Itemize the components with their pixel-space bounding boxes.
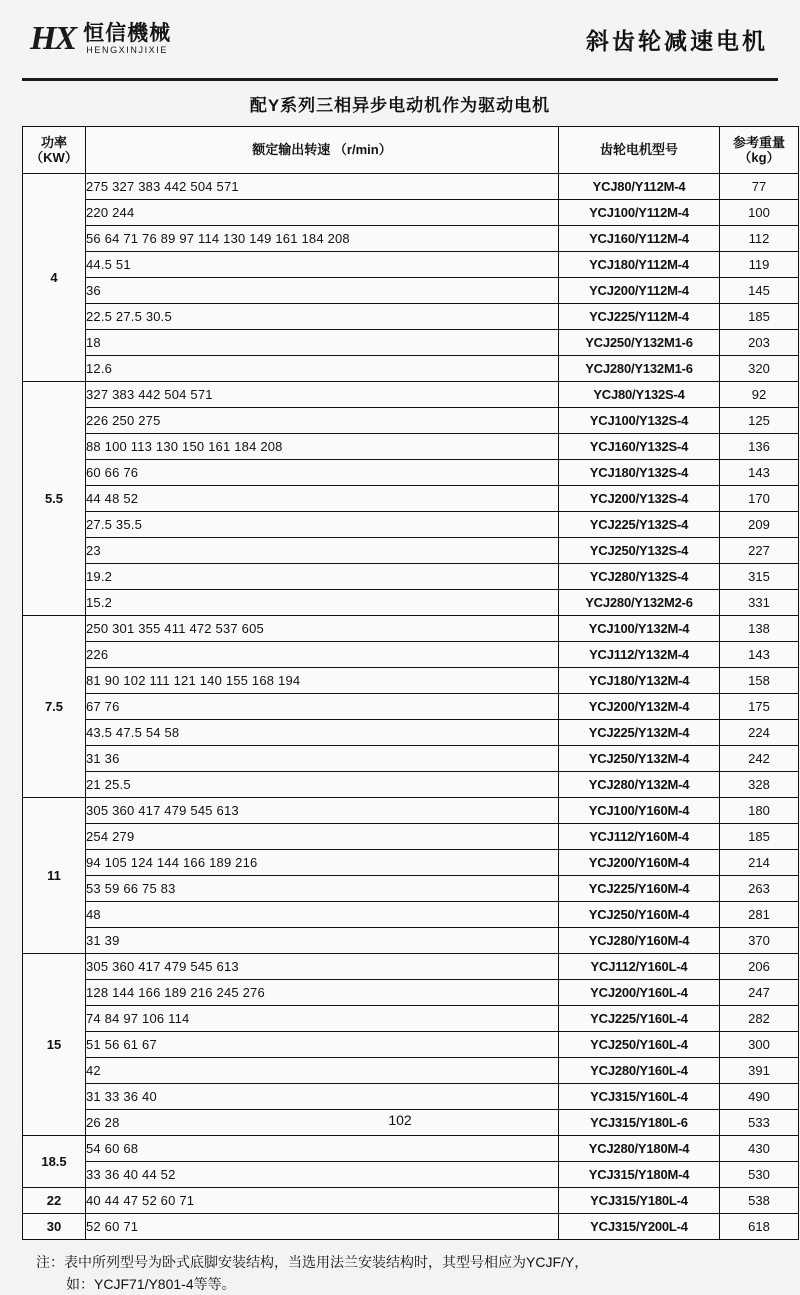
- cell-reference-weight: 100: [720, 200, 799, 226]
- note-line-1: 注：表中所列型号为卧式底脚安装结构，当选用法兰安装结构时，其型号相应为YCJF/Y，: [36, 1254, 589, 1270]
- cell-output-speed: 305 360 417 479 545 613: [86, 954, 559, 980]
- table-row: [23, 980, 799, 1006]
- cell-reference-weight: 77: [720, 174, 799, 200]
- cell-reference-weight: 263: [720, 876, 799, 902]
- cell-reference-weight: 209: [720, 512, 799, 538]
- cell-power: 18.5: [23, 1136, 86, 1188]
- logo-monogram: HX: [30, 20, 76, 57]
- cell-gear-motor-model: YCJ250/Y132M-4: [559, 746, 720, 772]
- cell-output-speed: 23: [86, 538, 559, 564]
- cell-output-speed: 54 60 68: [86, 1136, 559, 1162]
- cell-reference-weight: 136: [720, 434, 799, 460]
- cell-reference-weight: 328: [720, 772, 799, 798]
- cell-reference-weight: 247: [720, 980, 799, 1006]
- cell-gear-motor-model: YCJ315/Y180L-4: [559, 1188, 720, 1214]
- table-row: [23, 512, 799, 538]
- cell-output-speed: 81 90 102 111 121 140 155 168 194: [86, 668, 559, 694]
- cell-reference-weight: 391: [720, 1058, 799, 1084]
- cell-reference-weight: 533: [720, 1110, 799, 1136]
- brand-logo: [22, 20, 171, 58]
- table-row: [23, 564, 799, 590]
- cell-reference-weight: 185: [720, 824, 799, 850]
- cell-output-speed: 27.5 35.5: [86, 512, 559, 538]
- cell-output-speed: 42: [86, 1058, 559, 1084]
- cell-output-speed: 15.2: [86, 590, 559, 616]
- table-row: [23, 252, 799, 278]
- column-header-speed: 额定输出转速 （r/min）: [86, 127, 559, 174]
- cell-power: 30: [23, 1214, 86, 1240]
- cell-gear-motor-model: YCJ250/Y132S-4: [559, 538, 720, 564]
- cell-power: 22: [23, 1188, 86, 1214]
- table-row: [23, 1032, 799, 1058]
- cell-gear-motor-model: YCJ225/Y112M-4: [559, 304, 720, 330]
- table-row: [23, 486, 799, 512]
- cell-reference-weight: 170: [720, 486, 799, 512]
- cell-gear-motor-model: YCJ280/Y180M-4: [559, 1136, 720, 1162]
- cell-reference-weight: 281: [720, 902, 799, 928]
- cell-output-speed: 56 64 71 76 89 97 114 130 149 161 184 208: [86, 226, 559, 252]
- table-row: [23, 642, 799, 668]
- cell-gear-motor-model: YCJ250/Y160M-4: [559, 902, 720, 928]
- cell-output-speed: 220 244: [86, 200, 559, 226]
- cell-output-speed: 44.5 51: [86, 252, 559, 278]
- table-row: [23, 850, 799, 876]
- cell-output-speed: 88 100 113 130 150 161 184 208: [86, 434, 559, 460]
- table-row: [23, 1188, 799, 1214]
- table-row: [23, 694, 799, 720]
- table-row: [23, 174, 799, 200]
- cell-reference-weight: 112: [720, 226, 799, 252]
- cell-reference-weight: 143: [720, 642, 799, 668]
- table-head: [23, 127, 799, 174]
- cell-reference-weight: 145: [720, 278, 799, 304]
- cell-gear-motor-model: YCJ200/Y112M-4: [559, 278, 720, 304]
- cell-reference-weight: 538: [720, 1188, 799, 1214]
- cell-gear-motor-model: YCJ225/Y132M-4: [559, 720, 720, 746]
- table-row: [23, 720, 799, 746]
- cell-output-speed: 53 59 66 75 83: [86, 876, 559, 902]
- cell-output-speed: 51 56 61 67: [86, 1032, 559, 1058]
- table-note: [22, 1252, 778, 1295]
- cell-gear-motor-model: YCJ250/Y160L-4: [559, 1032, 720, 1058]
- cell-gear-motor-model: YCJ100/Y112M-4: [559, 200, 720, 226]
- cell-gear-motor-model: YCJ280/Y132M1-6: [559, 356, 720, 382]
- table-row: [23, 824, 799, 850]
- cell-gear-motor-model: YCJ112/Y132M-4: [559, 642, 720, 668]
- table-row: [23, 330, 799, 356]
- table-row: [23, 928, 799, 954]
- cell-output-speed: 52 60 71: [86, 1214, 559, 1240]
- table-body: [23, 174, 799, 1240]
- cell-gear-motor-model: YCJ315/Y180L-6: [559, 1110, 720, 1136]
- cell-gear-motor-model: YCJ100/Y160M-4: [559, 798, 720, 824]
- cell-gear-motor-model: YCJ160/Y112M-4: [559, 226, 720, 252]
- table-row: [23, 538, 799, 564]
- cell-gear-motor-model: YCJ225/Y160M-4: [559, 876, 720, 902]
- cell-reference-weight: 143: [720, 460, 799, 486]
- cell-output-speed: 226: [86, 642, 559, 668]
- table-row: [23, 356, 799, 382]
- cell-output-speed: 31 39: [86, 928, 559, 954]
- header-divider: [22, 78, 778, 81]
- cell-output-speed: 226 250 275: [86, 408, 559, 434]
- cell-gear-motor-model: YCJ80/Y112M-4: [559, 174, 720, 200]
- table-row: [23, 954, 799, 980]
- cell-power: 4: [23, 174, 86, 382]
- cell-gear-motor-model: YCJ280/Y132M2-6: [559, 590, 720, 616]
- table-row: [23, 1214, 799, 1240]
- table-row: [23, 1006, 799, 1032]
- cell-power: 11: [23, 798, 86, 954]
- cell-reference-weight: 282: [720, 1006, 799, 1032]
- cell-gear-motor-model: YCJ280/Y132M-4: [559, 772, 720, 798]
- table-row: [23, 1136, 799, 1162]
- cell-output-speed: 74 84 97 106 114: [86, 1006, 559, 1032]
- cell-output-speed: 26 28: [86, 1110, 559, 1136]
- cell-gear-motor-model: YCJ112/Y160M-4: [559, 824, 720, 850]
- cell-output-speed: 60 66 76: [86, 460, 559, 486]
- cell-gear-motor-model: YCJ280/Y132S-4: [559, 564, 720, 590]
- cell-power: 5.5: [23, 382, 86, 616]
- logo-pinyin: HENGXINJIXIE: [86, 44, 168, 55]
- table-row: [23, 1084, 799, 1110]
- cell-reference-weight: 331: [720, 590, 799, 616]
- cell-output-speed: 275 327 383 442 504 571: [86, 174, 559, 200]
- column-header-power-line1: 功率: [40, 134, 67, 150]
- page-title: 斜齿轮减速电机: [586, 27, 768, 54]
- cell-output-speed: 43.5 47.5 54 58: [86, 720, 559, 746]
- cell-output-speed: 19.2: [86, 564, 559, 590]
- note-line-2: 如：YCJF71/Y801-4等等。: [66, 1275, 236, 1292]
- cell-gear-motor-model: YCJ225/Y160L-4: [559, 1006, 720, 1032]
- table-row: [23, 902, 799, 928]
- cell-gear-motor-model: YCJ160/Y132S-4: [559, 434, 720, 460]
- cell-output-speed: 22.5 27.5 30.5: [86, 304, 559, 330]
- cell-gear-motor-model: YCJ315/Y200L-4: [559, 1214, 720, 1240]
- cell-reference-weight: 206: [720, 954, 799, 980]
- cell-gear-motor-model: YCJ80/Y132S-4: [559, 382, 720, 408]
- cell-reference-weight: 185: [720, 304, 799, 330]
- cell-gear-motor-model: YCJ200/Y132M-4: [559, 694, 720, 720]
- cell-output-speed: 327 383 442 504 571: [86, 382, 559, 408]
- cell-gear-motor-model: YCJ250/Y132M1-6: [559, 330, 720, 356]
- cell-gear-motor-model: YCJ180/Y132M-4: [559, 668, 720, 694]
- cell-reference-weight: 138: [720, 616, 799, 642]
- cell-output-speed: 44 48 52: [86, 486, 559, 512]
- cell-output-speed: 305 360 417 479 545 613: [86, 798, 559, 824]
- table-row: [23, 590, 799, 616]
- cell-reference-weight: 92: [720, 382, 799, 408]
- cell-output-speed: 254 279: [86, 824, 559, 850]
- column-header-model: 齿轮电机型号: [559, 127, 720, 174]
- cell-power: 15: [23, 954, 86, 1136]
- cell-reference-weight: 175: [720, 694, 799, 720]
- table-row: [23, 226, 799, 252]
- cell-reference-weight: 227: [720, 538, 799, 564]
- cell-power: 7.5: [23, 616, 86, 798]
- cell-output-speed: 36: [86, 278, 559, 304]
- page-header: [22, 0, 778, 78]
- column-header-weight-line1: 参考重量: [732, 134, 785, 150]
- cell-reference-weight: 618: [720, 1214, 799, 1240]
- column-header-weight: [720, 127, 799, 174]
- table-row: [23, 278, 799, 304]
- cell-output-speed: 31 33 36 40: [86, 1084, 559, 1110]
- table-row: [23, 200, 799, 226]
- cell-gear-motor-model: YCJ100/Y132M-4: [559, 616, 720, 642]
- table-header-row: [23, 127, 799, 174]
- cell-output-speed: 12.6: [86, 356, 559, 382]
- cell-output-speed: 128 144 166 189 216 245 276: [86, 980, 559, 1006]
- cell-reference-weight: 530: [720, 1162, 799, 1188]
- cell-gear-motor-model: YCJ180/Y112M-4: [559, 252, 720, 278]
- cell-reference-weight: 300: [720, 1032, 799, 1058]
- logo-company-name: 恒信機械: [83, 21, 172, 45]
- cell-gear-motor-model: YCJ100/Y132S-4: [559, 408, 720, 434]
- cell-gear-motor-model: YCJ315/Y180M-4: [559, 1162, 720, 1188]
- cell-reference-weight: 430: [720, 1136, 799, 1162]
- table-row: [23, 798, 799, 824]
- cell-output-speed: 18: [86, 330, 559, 356]
- cell-gear-motor-model: YCJ180/Y132S-4: [559, 460, 720, 486]
- table-row: [23, 304, 799, 330]
- cell-output-speed: 67 76: [86, 694, 559, 720]
- cell-output-speed: 31 36: [86, 746, 559, 772]
- cell-output-speed: 21 25.5: [86, 772, 559, 798]
- cell-gear-motor-model: YCJ280/Y160L-4: [559, 1058, 720, 1084]
- table-row: [23, 876, 799, 902]
- cell-reference-weight: 490: [720, 1084, 799, 1110]
- cell-gear-motor-model: YCJ225/Y132S-4: [559, 512, 720, 538]
- table-row: [23, 460, 799, 486]
- cell-output-speed: 33 36 40 44 52: [86, 1162, 559, 1188]
- cell-output-speed: 94 105 124 144 166 189 216: [86, 850, 559, 876]
- table-caption: 配Y系列三相异步电动机作为驱动电机: [249, 96, 551, 115]
- table-row: [23, 746, 799, 772]
- cell-reference-weight: 203: [720, 330, 799, 356]
- table-row: [23, 668, 799, 694]
- cell-output-speed: 40 44 47 52 60 71: [86, 1188, 559, 1214]
- cell-reference-weight: 158: [720, 668, 799, 694]
- cell-output-speed: 250 301 355 411 472 537 605: [86, 616, 559, 642]
- cell-reference-weight: 214: [720, 850, 799, 876]
- cell-gear-motor-model: YCJ315/Y160L-4: [559, 1084, 720, 1110]
- column-header-weight-line2: （kg）: [738, 150, 780, 165]
- cell-reference-weight: 125: [720, 408, 799, 434]
- column-header-power: [23, 127, 86, 174]
- cell-gear-motor-model: YCJ200/Y132S-4: [559, 486, 720, 512]
- specification-table: [22, 126, 799, 1240]
- page-number: 102: [388, 1112, 412, 1128]
- cell-gear-motor-model: YCJ112/Y160L-4: [559, 954, 720, 980]
- cell-reference-weight: 242: [720, 746, 799, 772]
- column-header-power-line2: （KW）: [30, 150, 78, 165]
- table-row: [23, 382, 799, 408]
- cell-gear-motor-model: YCJ200/Y160M-4: [559, 850, 720, 876]
- cell-gear-motor-model: YCJ280/Y160M-4: [559, 928, 720, 954]
- cell-reference-weight: 119: [720, 252, 799, 278]
- logo-text: [83, 23, 171, 55]
- table-row: [23, 616, 799, 642]
- cell-reference-weight: 224: [720, 720, 799, 746]
- cell-reference-weight: 320: [720, 356, 799, 382]
- cell-reference-weight: 370: [720, 928, 799, 954]
- table-row: [23, 772, 799, 798]
- cell-output-speed: 48: [86, 902, 559, 928]
- table-row: [23, 1058, 799, 1084]
- cell-reference-weight: 180: [720, 798, 799, 824]
- cell-reference-weight: 315: [720, 564, 799, 590]
- table-row: [23, 1162, 799, 1188]
- table-row: [23, 434, 799, 460]
- cell-gear-motor-model: YCJ200/Y160L-4: [559, 980, 720, 1006]
- table-row: [23, 408, 799, 434]
